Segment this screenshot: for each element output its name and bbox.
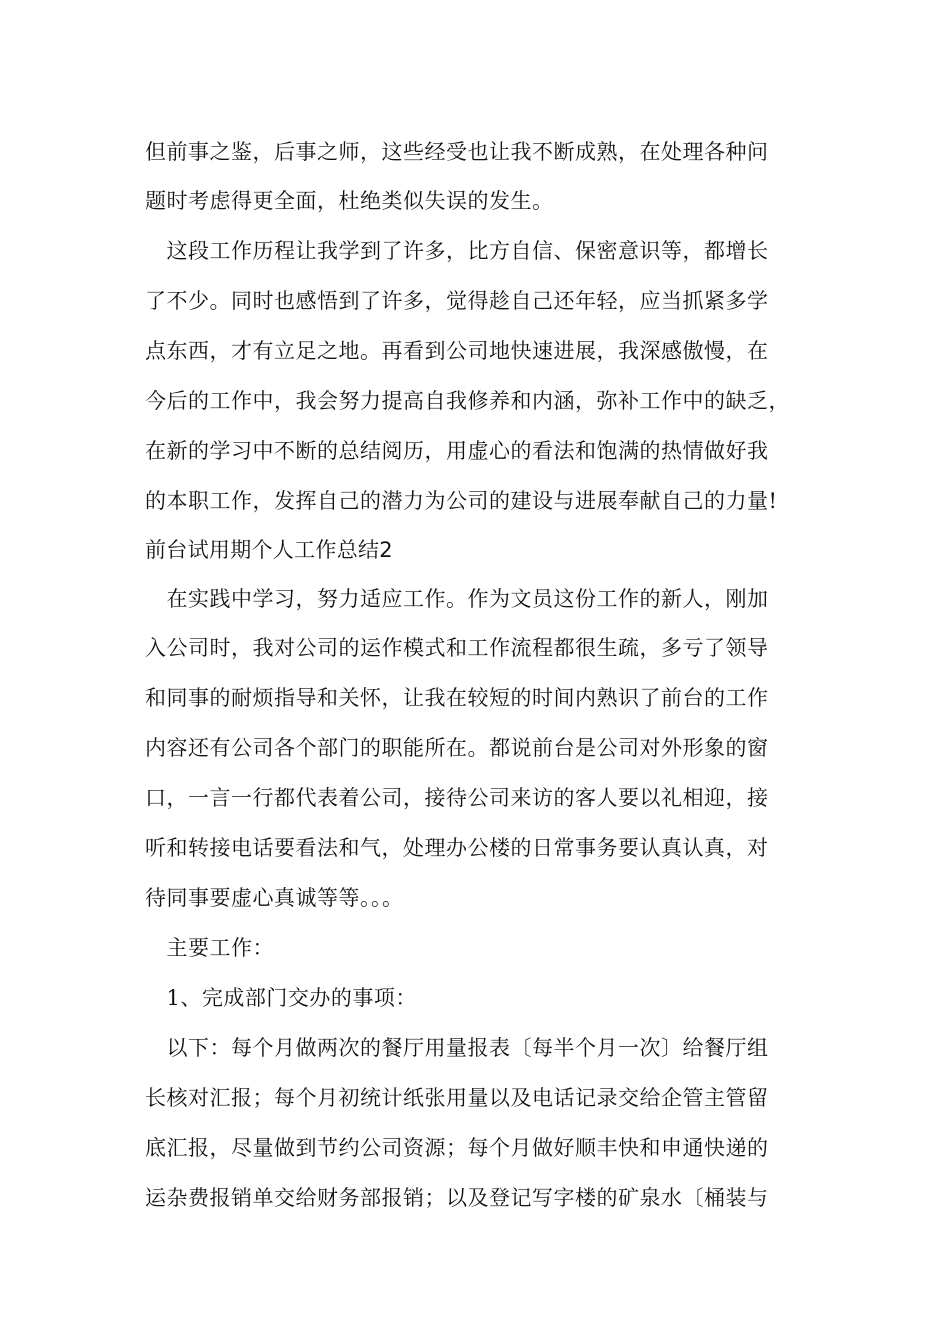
paragraph-line: 待同事要虚心真诚等等。。。	[145, 886, 404, 910]
list-item-line: 1、完成部门交办的事项：	[145, 986, 417, 1010]
paragraph-line: 主要工作：	[145, 936, 274, 960]
paragraph-line: 和同事的耐烦指导和关怀，让我在较短的时间内熟识了前台的工作	[145, 686, 769, 710]
paragraph-line: 了不少。同时也感悟到了许多，觉得趁自己还年轻，应当抓紧多学	[145, 289, 769, 313]
paragraph-line: 入公司时，我对公司的运作模式和工作流程都很生疏，多亏了领导	[145, 636, 769, 660]
paragraph-line: 运杂费报销单交给财务部报销；以及登记写字楼的矿泉水〔桶装与	[145, 1186, 769, 1210]
paragraph-line: 的本职工作，发挥自己的潜力为公司的建设与进展奉献自己的力量!	[145, 489, 778, 513]
paragraph-line: 题时考虑得更全面，杜绝类似失误的发生。	[145, 189, 554, 213]
paragraph-line: 长核对汇报；每个月初统计纸张用量以及电话记录交给企管主管留	[145, 1086, 769, 1110]
paragraph-line: 在新的学习中不断的总结阅历，用虚心的看法和饱满的热情做好我	[145, 439, 769, 463]
paragraph-line: 这段工作历程让我学到了许多，比方自信、保密意识等，都增长	[145, 239, 769, 263]
paragraph-line: 但前事之鉴，后事之师，这些经受也让我不断成熟，在处理各种问	[145, 140, 769, 164]
paragraph-line: 今后的工作中，我会努力提高自我修养和内涵，弥补工作中的缺乏，	[145, 389, 790, 413]
paragraph-line: 点东西，才有立足之地。再看到公司地快速进展，我深感傲慢，在	[145, 339, 769, 363]
paragraph-line: 听和转接电话要看法和气，处理办公楼的日常事务要认真认真，对	[145, 836, 769, 860]
section-heading: 前台试用期个人工作总结2	[145, 538, 393, 562]
paragraph-line: 底汇报，尽量做到节约公司资源；每个月做好顺丰快和申通快递的	[145, 1136, 769, 1160]
paragraph-line: 在实践中学习，努力适应工作。作为文员这份工作的新人，刚加	[145, 587, 769, 611]
paragraph-line: 口，一言一行都代表着公司，接待公司来访的客人要以礼相迎，接	[145, 786, 769, 810]
paragraph-line: 内容还有公司各个部门的职能所在。都说前台是公司对外形象的窗	[145, 736, 769, 760]
paragraph-line: 以下：每个月做两次的餐厅用量报表〔每半个月一次〕给餐厅组	[145, 1036, 769, 1060]
